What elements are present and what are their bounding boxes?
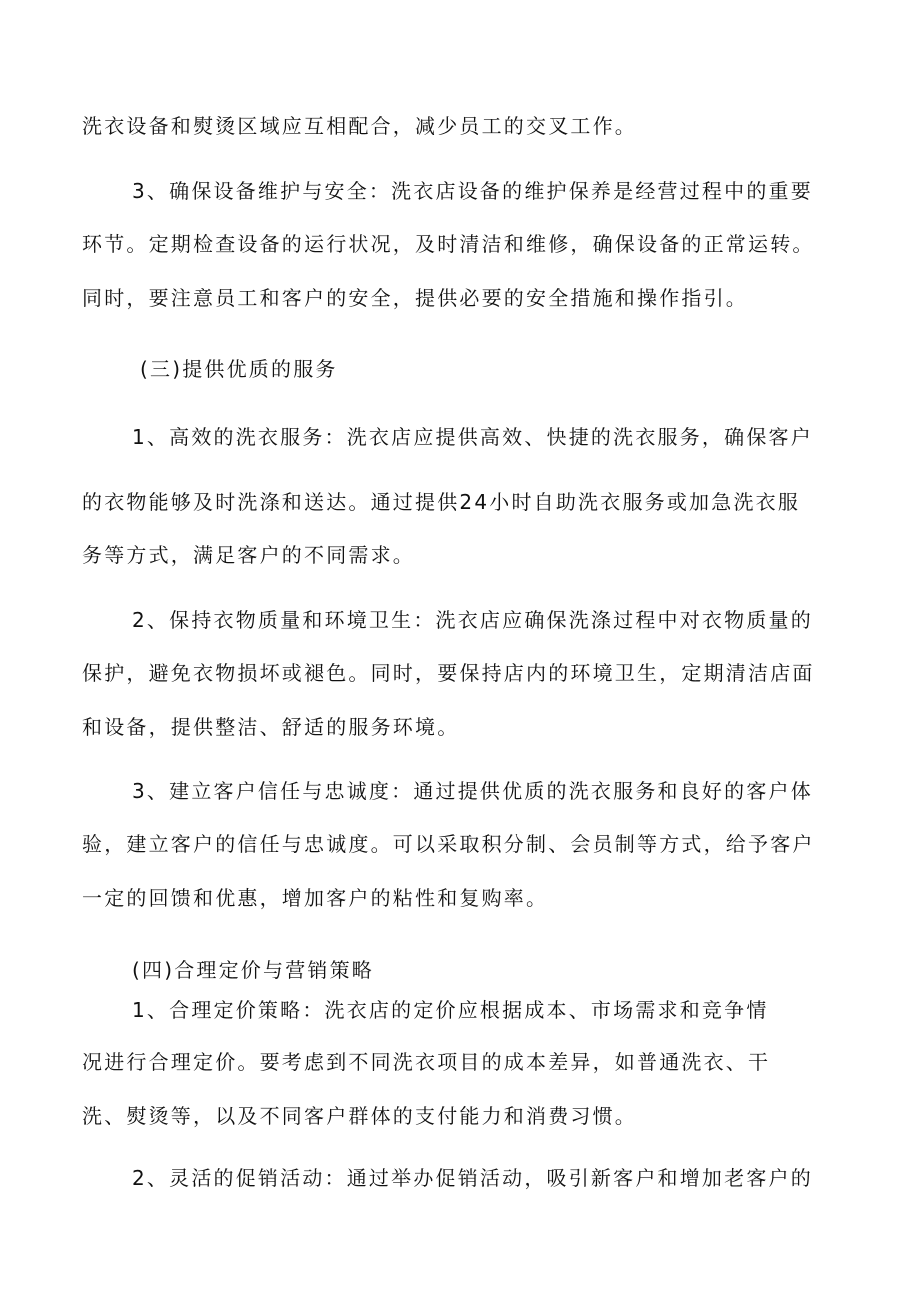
- paragraph-line: 验，建立客户的信任与忠诚度。可以采取积分制、会员制等方式，给予客户: [82, 832, 815, 856]
- paragraph-line: 2、灵活的促销活动：通过举办促销活动，吸引新客户和增加老客户的: [132, 1166, 813, 1190]
- paragraph-line: 3、建立客户信任与忠诚度：通过提供优质的洗衣服务和良好的客户体: [132, 779, 813, 803]
- paragraph-line: 况进行合理定价。要考虑到不同洗衣项目的成本差异，如普通洗衣、干: [82, 1050, 771, 1074]
- paragraph-line: 一定的回馈和优惠，增加客户的粘性和复购率。: [82, 886, 549, 910]
- paragraph-line: 和设备，提供整洁、舒适的服务环境。: [82, 715, 460, 739]
- paragraph-line: 1、高效的洗衣服务：洗衣店应提供高效、快捷的洗衣服务，确保客户: [132, 425, 813, 449]
- paragraph-line: 的衣物能够及时洗涤和送达。通过提供24小时自助洗衣服务或加急洗衣服: [82, 490, 801, 514]
- section-heading: (四)合理定价与营销策略: [132, 958, 375, 982]
- paragraph-line: 1、合理定价策略：洗衣店的定价应根据成本、市场需求和竞争情: [132, 998, 769, 1022]
- paragraph-line: 2、保持衣物质量和环境卫生：洗衣店应确保洗涤过程中对衣物质量的: [132, 608, 813, 632]
- paragraph-line: 3、确保设备维护与安全：洗衣店设备的维护保养是经营过程中的重要: [132, 179, 813, 203]
- paragraph-line: 保护，避免衣物损坏或褪色。同时，要保持店内的环境卫生，定期清洁店面: [82, 661, 815, 685]
- paragraph-line: 务等方式，满足客户的不同需求。: [82, 543, 415, 567]
- section-heading: (三)提供优质的服务: [140, 357, 338, 381]
- paragraph-line: 同时，要注意员工和客户的安全，提供必要的安全措施和操作指引。: [82, 286, 748, 310]
- paragraph-line: 环节。定期检查设备的运行状况，及时清洁和维修，确保设备的正常运转。: [82, 232, 815, 256]
- paragraph-line: 洗衣设备和熨烫区域应互相配合，减少员工的交叉工作。: [82, 114, 637, 138]
- paragraph-line: 洗、熨烫等，以及不同客户群体的支付能力和消费习惯。: [82, 1104, 637, 1128]
